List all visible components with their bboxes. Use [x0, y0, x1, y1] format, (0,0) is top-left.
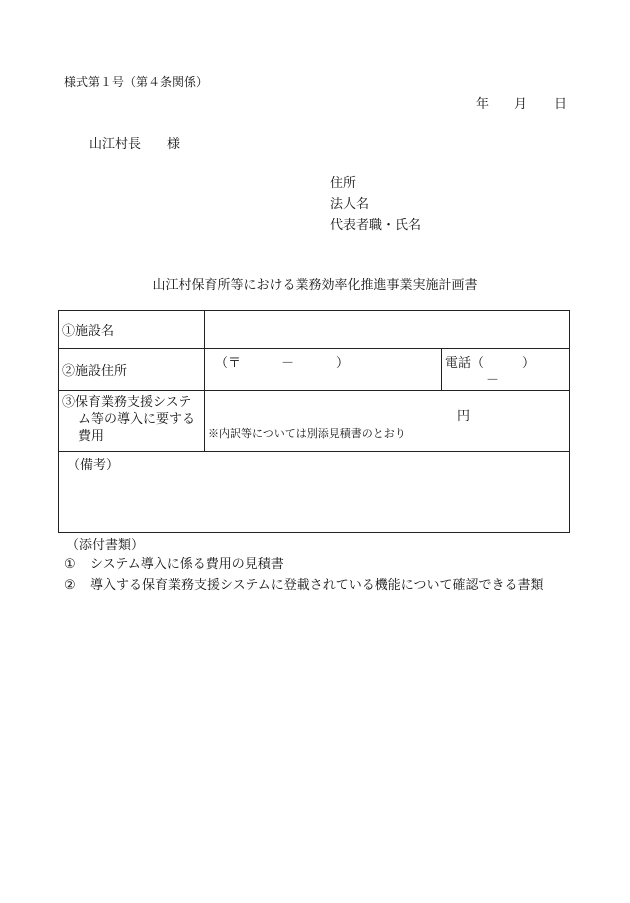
cost-label	[59, 391, 204, 445]
date-month-label: 月	[514, 97, 528, 112]
facility-name-label: ①施設名	[62, 324, 115, 339]
postal-code	[205, 349, 441, 390]
phone-field[interactable]	[442, 349, 570, 391]
postal-open: （〒	[215, 356, 242, 371]
cost-note: ※内訳等については別添見積書のとおり	[208, 427, 406, 440]
table-row	[59, 311, 570, 349]
date-year-label: 年	[476, 97, 490, 112]
cost-label-line1: ③保育業務支援システ	[62, 395, 192, 410]
remarks-field[interactable]	[59, 452, 570, 533]
attachments-heading: （添付書類）	[66, 538, 145, 553]
cost-label-line2: ム等の導入に要する	[78, 412, 196, 427]
cost-field[interactable]	[205, 391, 570, 452]
facility-name-field[interactable]	[205, 311, 570, 349]
phone-dash: －	[486, 373, 500, 388]
plan-table	[58, 310, 570, 533]
yen-unit: 円	[457, 409, 471, 424]
date-day-label: 日	[554, 97, 568, 112]
facility-address-label-cell	[59, 349, 205, 391]
postal-dash: －	[281, 356, 295, 371]
attachment-number: ①	[64, 557, 76, 572]
addressee	[89, 133, 180, 152]
phone-number	[442, 349, 569, 390]
table-row	[59, 452, 570, 533]
date-line	[476, 93, 567, 112]
attachment-number: ②	[64, 578, 76, 593]
list-item	[64, 554, 543, 575]
representative-label: 代表者職・氏名	[330, 218, 422, 233]
address-label: 住所	[330, 176, 357, 191]
corporation-label: 法人名	[330, 197, 370, 212]
list-item	[64, 575, 543, 596]
attachments-list	[64, 554, 543, 596]
table-row	[59, 349, 570, 391]
attachment-text: 導入する保育業務支援システムに登載されている機能について確認できる書類	[90, 578, 544, 593]
cost-label-line3: 費用	[78, 429, 105, 444]
postal-close: ）	[336, 356, 350, 371]
remarks-label: （備考）	[67, 458, 120, 473]
facility-address-field[interactable]	[205, 349, 442, 391]
facility-name-label-cell	[59, 311, 205, 349]
phone-label: 電話（	[445, 356, 485, 371]
table-row	[59, 391, 570, 452]
form-number: 様式第１号（第４条関係）	[64, 75, 209, 89]
applicant-block	[330, 173, 421, 236]
document-title: 山江村保育所等における業務効率化推進事業実施計画書	[152, 278, 478, 293]
facility-address-label: ②施設住所	[62, 364, 128, 379]
addressee-honorific: 様	[167, 137, 181, 152]
attachment-text: システム導入に係る費用の見積書	[90, 557, 284, 572]
addressee-name: 山江村長	[89, 137, 142, 152]
cost-label-cell	[59, 391, 205, 452]
cost-content	[205, 391, 569, 451]
phone-close: ）	[522, 356, 536, 371]
